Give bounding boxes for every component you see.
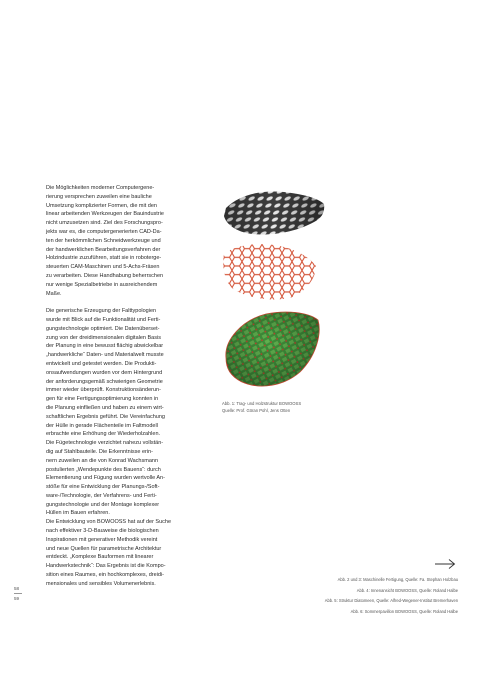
credit-line: Abb. 6: Sommerpavillon BOWOOSS, Quelle: Roland Halbe (350, 608, 458, 614)
credit-line: Abb. 5: Struktur Diatomeen, Quelle: Alfred-Wegener-Institut Bremerhaven (324, 598, 458, 603)
figure-caption (222, 400, 382, 414)
caption-line: Abb. 1: Trag- und Holzstruktur BOWOOSS (222, 401, 302, 406)
page-number-left: 58 (14, 586, 20, 591)
paragraph: Die Möglichkeiten moderner Computergene- rierung versprechen zuweilen eine bauliche Umsetzung komplizierter Formen, die mit den linear arbeitenden Werkzeugen der Bauindustrie nicht umzusetzen sind. Ziel des Forschungspro- jekts war es, die computergenerierten CAD-Da- ten der herkömmlichen Schneidwerkzeuge und der handwerklichen Bearbeitungsverfahren der Holzindustrie zuzuführen, statt sie in roboterge- steuerten CAM-Maschinen und 5-Achs-Fräsen zu verarbeiten. Diese Handhabung beherrschen nur wenige Spezialbetriebe in ausreichendem Maße. (46, 185, 164, 297)
page-numbers (14, 586, 22, 601)
figure-wood-shell-image (222, 188, 326, 238)
paragraph: Die Entwicklung von BOWOOSS hat auf der Suche nach effektiver 3-D-Bauweise die biologischen Inspirationen mit generativer Methodik vereint und neue Quellen für parametrische Architektur entdeckt. „Komplexe Bauformen mit linearer Handwerkstechnik“: Das Ergebnis ist die Kompo- sition eines Raumes, ein hochkomplexes, dreidi- mensionales und sensibles Volumenerlebnis. (46, 519, 172, 587)
paragraph: Die generische Erzeugung der Falttypologien wurde mit Blick auf die Funktionalität und Ferti- gungstechnologie optimiert. Die Datenüberset- zung von der dreidimensionalen digitalen Basis der Planung in eine bewusst flächig abwickelbar „handwerkliche“ Daten- und Materialwelt musste entwickelt und getestet werden. Die Produkti- onsaufwendungen wurden vor dem Hintergrund der anforderungsgemäß schwierigen Geometrie immer wieder überprüft. Konstruktionsänderun- gen für eine Fertigungsoptimierung konnten in die Planung einfließen und haben zu einem wirt- schaftlichen Ergebnis geführt. Die Vereinfachung der Hülle in gerade Flächenteile im Faltmodell erbrachte eine Erhöhung der Wiederholzahlen. Die Fügetechnologie verzichtet nahezu vollstän- dig auf Stahlbauteile. Die Erkenntnisse erin- nern zuweilen an die von Konrad Wachsmann postulierten „Wendepunkte des Bauens“: durch Elementierung und Fügung wurden wertvolle An- stöße für eine Entwicklung der Planungs-/Soft- ware-/Technologie, der Verfahrens- und Ferti- gungstechnologie und der Montage komplexer Hüllen im Bauen erfahren. (46, 308, 165, 517)
figure-red-lattice-image (222, 240, 318, 302)
credit-line: Abb. 2 und 3: Maschinelle Fertigung, Quelle: Fa. Stephan Holzbau (337, 577, 458, 582)
image-credits (228, 575, 458, 617)
page-number-right: 59 (14, 596, 20, 601)
figure-green-pavilion-image (222, 308, 322, 390)
body-text (46, 184, 196, 597)
caption-source: Quelle: Prof. Göran Pohl, Jens Otten (222, 408, 291, 413)
credit-line: Abb. 4: Innenansicht BOWOOSS, Quelle: Roland Halbe (356, 587, 458, 593)
page-number-divider (14, 593, 22, 594)
arrow-right-icon[interactable] (434, 558, 456, 570)
